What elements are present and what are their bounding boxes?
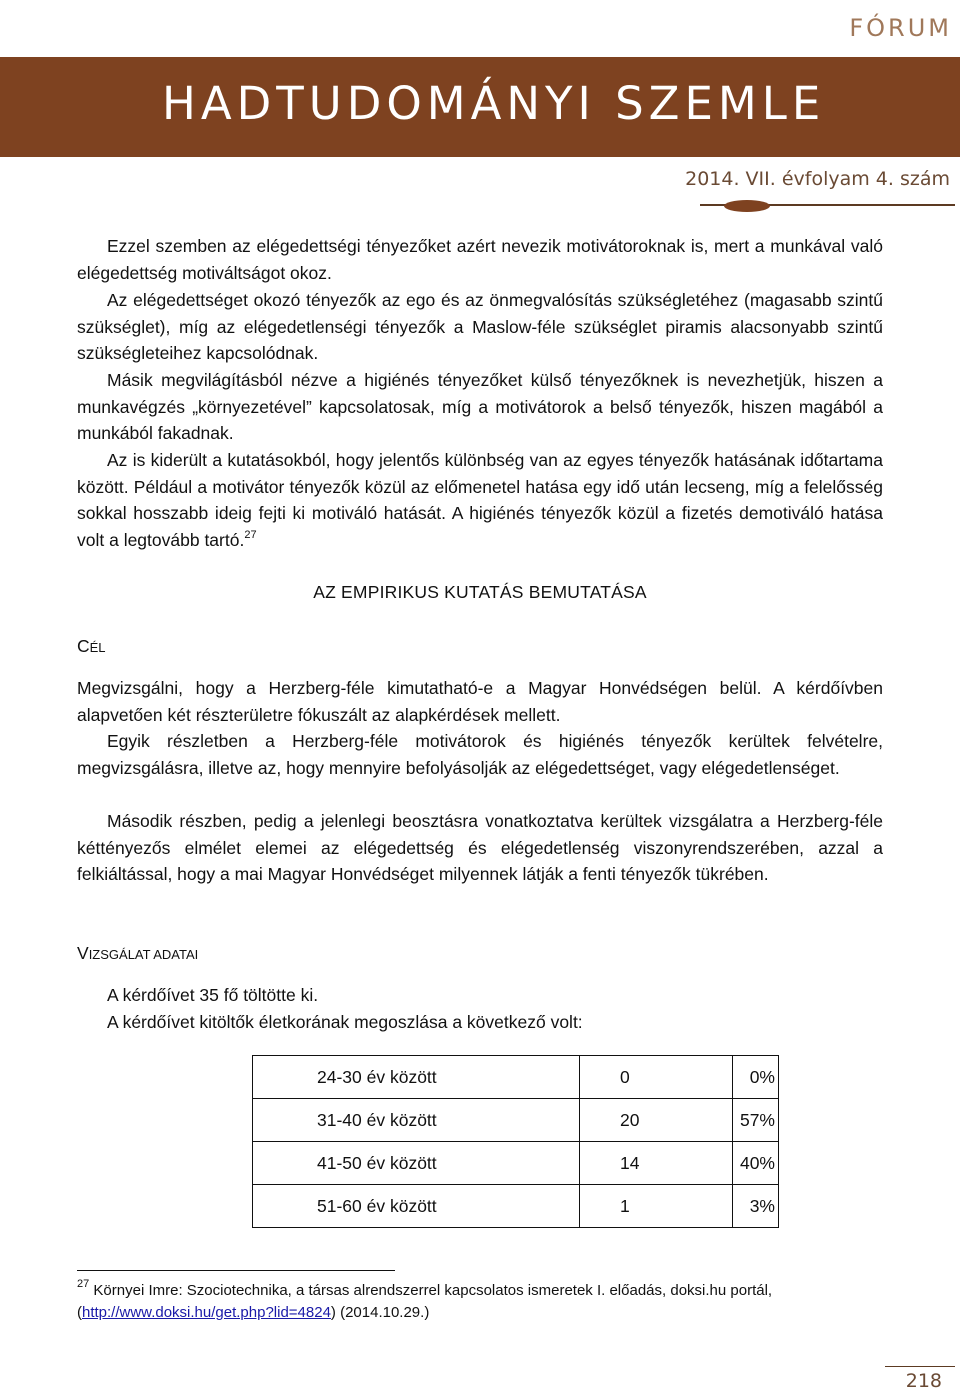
paragraph-4 [77,447,883,553]
count-cell: 20 [580,1099,733,1142]
paragraph-5: Megvizsgálni, hogy a Herzberg-féle kimutatható-e a Magyar Honvédségen belül. A kérdőívben alapvetően két részterületre fókuszált az alapkérdések mellett. [77,678,883,725]
paragraph-7: Második részben, pedig a jelenlegi beosztásra vonatkoztatva kerültek vizsgálatra a Herzberg-féle kéttényezős elmélet elemei az elégedettség és elégedetlenség viszonyrendszerében, azzal a felkiáltással, hogy a mai Magyar Honvédséget milyennek látják a fenti tényezők tükrében. [77,811,883,884]
paragraph-9: A kérdőívet kitöltők életkorának megoszlása a következő volt: [107,1012,583,1032]
age-range-cell: 31-40 év között [253,1099,580,1142]
footnote [77,1280,883,1324]
age-range-cell: 51-60 év között [253,1185,580,1228]
count-cell: 1 [580,1185,733,1228]
percent-cell: 0% [733,1056,779,1099]
header-top [0,0,960,55]
count-cell: 14 [580,1142,733,1185]
percent-cell: 3% [733,1185,779,1228]
subheading-cel: CÉL [77,636,106,656]
header-ornament [724,200,770,212]
issue-info: 2014. VII. évfolyam 4. szám [685,168,950,190]
paragraph-6: Egyik részletben a Herzberg-féle motivátorok és higiénés tényezők kerültek felvételre, megvizsgálásra, illetve az, hogy mennyire befolyásolják az elégedettséget, vagy elégedetlenséget. [77,731,883,778]
section-label: FÓRUM [849,14,952,42]
footnote-ref[interactable]: 27 [244,528,257,541]
footnote-link[interactable]: http://www.doksi.hu/get.php?lid=4824 [82,1304,331,1321]
paragraph-4-text: Az is kiderült a kutatásokból, hogy jelentős különbség van az egyes tényezők hatásának időtartama között. Például a motivátor tényezők közül az előmenetel hatása egy idő után lecseng, míg a felelősség sokkal hosszabb ideig fejti ki motiváló hatását. A higiénés tényezők közül a fizetés demotiváló hatása volt a legtovább tartó. [77,450,883,550]
age-range-cell: 24-30 év között [253,1056,580,1099]
paragraph-8: A kérdőívet 35 fő töltötte ki. [107,985,319,1005]
table-row [253,1099,779,1142]
percent-cell: 40% [733,1142,779,1185]
footnote-number: 27 [77,1278,90,1290]
footnote-text-after: ) (2014.10.29.) [330,1304,430,1321]
footnote-text-before: Környei Imre: Szociotechnika, a társas alrendszerrel kapcsolatos ismeretek I. előadás, doksi.hu portál, ( [77,1282,773,1321]
table-row [253,1056,779,1099]
subheading-vizsgalat: VIZSGÁLAT ADATAI [77,943,199,963]
section-title: AZ EMPIRIKUS KUTATÁS BEMUTATÁSA [313,582,647,602]
count-cell: 0 [580,1056,733,1099]
page-number-divider [885,1366,955,1367]
table-row [253,1142,779,1185]
paragraph-1: Ezzel szemben az elégedettségi tényezőket azért nevezik motivátoroknak is, mert a munkával való elégedettség motiváltságot okoz. [77,236,883,283]
paragraph-2: Az elégedettséget okozó tényezők az ego és az önmegvalósítás szükségletéhez (magasabb szintű szükséglet), míg az elégedetlenségi tényezők a Maslow-féle szükséglet piramis alacsonyabb szintű szükségleteihez kapcsolódnak. [77,290,883,363]
journal-title: HADTUDOMÁNYI SZEMLE [162,77,826,130]
paragraph-3: Másik megvilágításból nézve a higiénés tényezőket külső tényezőknek is nevezhetjük, hiszen a munkavégzés „környezetével” kapcsolatosak, míg a motivátorok a belső tényezők, hiszen magából a munkából fakadnak. [77,370,883,443]
age-distribution-table [252,1055,779,1228]
percent-cell: 57% [733,1099,779,1142]
age-range-cell: 41-50 év között [253,1142,580,1185]
table-row [253,1185,779,1228]
page-number: 218 [905,1370,942,1392]
footnote-divider [77,1270,395,1271]
